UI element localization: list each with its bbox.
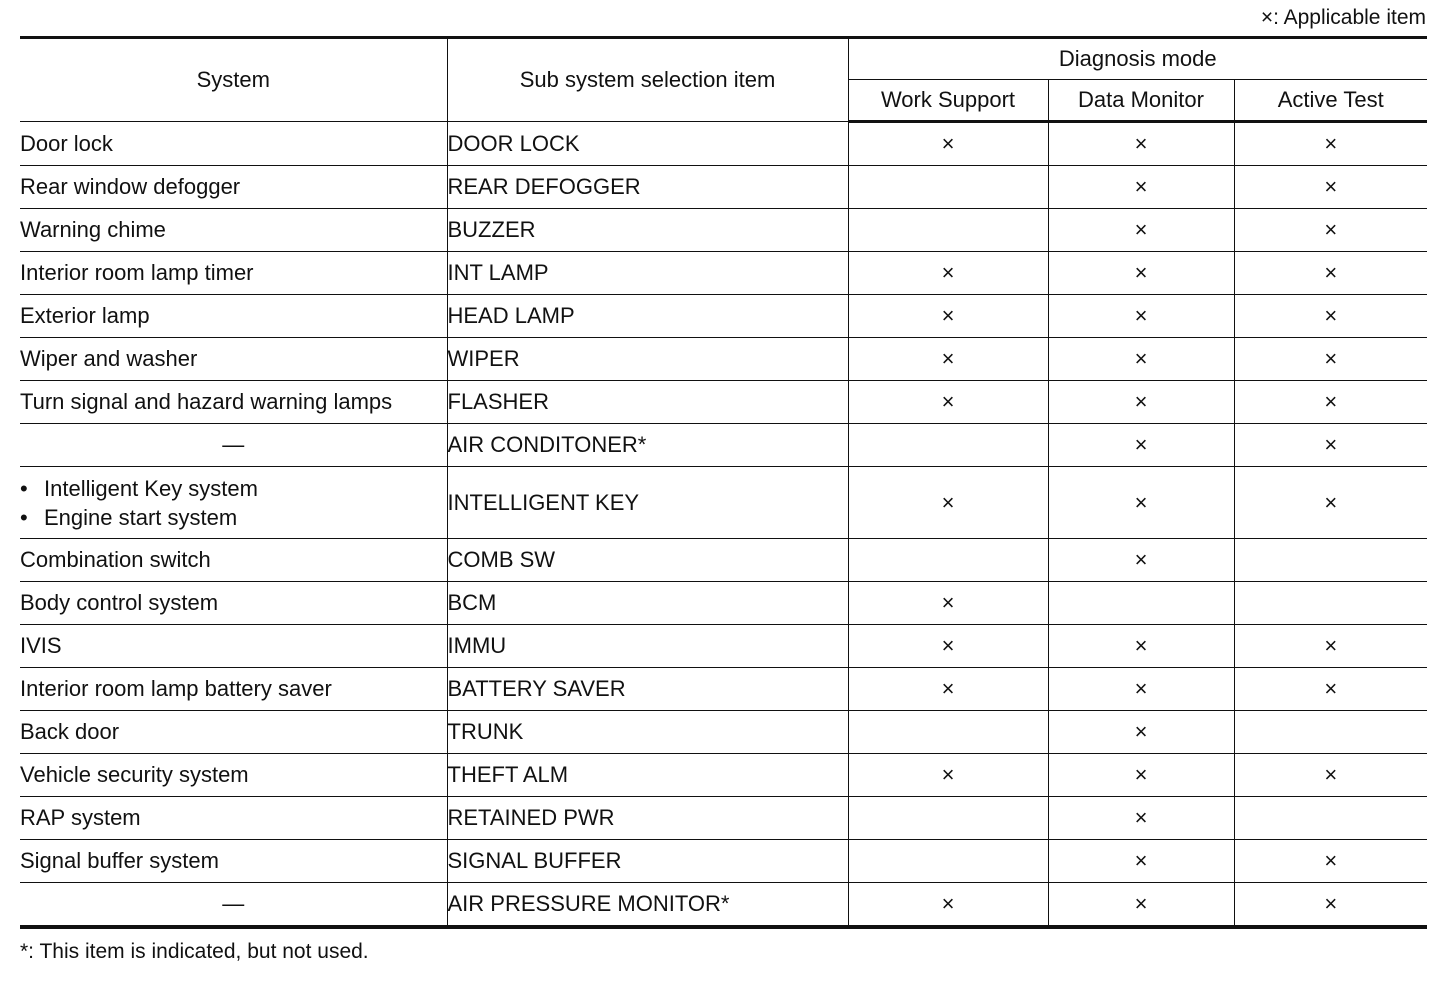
system-cell: Turn signal and hazard warning lamps [20,381,447,424]
active-test-cell [1234,668,1427,711]
data-monitor-cell [1048,625,1234,668]
active-test-cell [1234,122,1427,166]
header-sub-system: Sub system selection item [447,38,848,122]
system-bullet-item [20,503,447,532]
data-monitor-cell [1048,252,1234,295]
header-active-test: Active Test [1234,80,1427,122]
applicable-mark: × [1134,633,1148,658]
system-cell: Combination switch [20,539,447,582]
applicable-mark: × [941,303,955,328]
system-bullet-label: Intelligent Key system [44,475,258,501]
sub-system-cell: TRUNK [447,711,848,754]
active-test-cell [1234,424,1427,467]
system-cell: Wiper and washer [20,338,447,381]
diagnosis-table [20,36,1427,929]
header-work-support: Work Support [848,80,1048,122]
work-support-cell [848,424,1048,467]
data-monitor-cell [1048,209,1234,252]
applicable-mark: × [1324,432,1338,457]
applicable-mark: × [1134,719,1148,744]
applicable-mark: × [1134,389,1148,414]
applicable-mark: × [941,346,955,371]
applicable-mark: × [941,590,955,615]
work-support-cell [848,295,1048,338]
work-support-cell [848,539,1048,582]
work-support-cell [848,381,1048,424]
table-row [20,424,1427,467]
data-monitor-cell [1048,424,1234,467]
applicable-mark: × [1134,676,1148,701]
system-cell: Signal buffer system [20,840,447,883]
applicable-mark: × [941,633,955,658]
applicable-mark: × [1324,762,1338,787]
table-row [20,797,1427,840]
applicable-mark: × [1134,848,1148,873]
work-support-cell [848,883,1048,928]
work-support-cell [848,668,1048,711]
active-test-cell [1234,252,1427,295]
footnote: *: This item is indicated, but not used. [20,940,369,963]
active-test-cell [1234,209,1427,252]
data-monitor-cell [1048,582,1234,625]
data-monitor-cell [1048,754,1234,797]
active-test-cell [1234,625,1427,668]
system-cell: Warning chime [20,209,447,252]
applicable-mark: × [1134,217,1148,242]
applicable-mark: × [1324,346,1338,371]
table-row [20,582,1427,625]
work-support-cell [848,797,1048,840]
active-test-cell [1234,582,1427,625]
system-cell: Body control system [20,582,447,625]
system-bullet-item [20,474,447,503]
applicable-mark: × [1324,848,1338,873]
active-test-cell [1234,711,1427,754]
data-monitor-cell [1048,467,1234,539]
legend-note: ×: Applicable item [1260,6,1426,29]
sub-system-cell: COMB SW [447,539,848,582]
table-row [20,668,1427,711]
table-body [20,122,1427,928]
system-cell: Interior room lamp timer [20,252,447,295]
data-monitor-cell [1048,381,1234,424]
applicable-mark: × [1134,303,1148,328]
table-row [20,754,1427,797]
sub-system-cell: AIR PRESSURE MONITOR* [447,883,848,928]
table-row [20,166,1427,209]
active-test-cell [1234,381,1427,424]
applicable-mark: × [1134,891,1148,916]
applicable-mark: × [1134,260,1148,285]
table-row [20,338,1427,381]
applicable-mark: × [1134,432,1148,457]
applicable-mark: × [941,260,955,285]
active-test-cell [1234,840,1427,883]
table-row [20,625,1427,668]
active-test-cell [1234,539,1427,582]
system-cell: Interior room lamp battery saver [20,668,447,711]
work-support-cell [848,711,1048,754]
active-test-cell [1234,295,1427,338]
data-monitor-cell [1048,295,1234,338]
active-test-cell [1234,883,1427,928]
applicable-mark: × [1134,346,1148,371]
applicable-mark: × [1134,489,1148,515]
work-support-cell [848,166,1048,209]
header-data-monitor: Data Monitor [1048,80,1234,122]
system-cell: Rear window defogger [20,166,447,209]
applicable-mark: × [941,676,955,701]
applicable-mark: × [1134,805,1148,830]
header-system: System [20,38,447,122]
table-row [20,295,1427,338]
applicable-mark: × [1324,676,1338,701]
applicable-mark: × [941,131,955,156]
applicable-mark: × [941,762,955,787]
system-cell [20,467,447,539]
work-support-cell [848,840,1048,883]
applicable-mark: × [1324,303,1338,328]
work-support-cell [848,122,1048,166]
table-row [20,883,1427,928]
data-monitor-cell [1048,668,1234,711]
sub-system-cell: BUZZER [447,209,848,252]
data-monitor-cell [1048,122,1234,166]
sub-system-cell: BATTERY SAVER [447,668,848,711]
sub-system-cell: BCM [447,582,848,625]
applicable-mark: × [1324,217,1338,242]
sub-system-cell: FLASHER [447,381,848,424]
sub-system-cell: INTELLIGENT KEY [447,467,848,539]
work-support-cell [848,209,1048,252]
system-cell: Vehicle security system [20,754,447,797]
system-cell: RAP system [20,797,447,840]
data-monitor-cell [1048,797,1234,840]
active-test-cell [1234,467,1427,539]
applicable-mark: × [941,489,955,515]
sub-system-cell: DOOR LOCK [447,122,848,166]
applicable-mark: × [941,389,955,414]
work-support-cell [848,252,1048,295]
sub-system-cell: WIPER [447,338,848,381]
sub-system-cell: RETAINED PWR [447,797,848,840]
system-cell: Back door [20,711,447,754]
bullet-icon: • [20,504,28,530]
header-diagnosis-mode: Diagnosis mode [848,38,1427,80]
table-row [20,209,1427,252]
work-support-cell [848,754,1048,797]
bullet-icon: • [20,475,28,501]
table-row [20,252,1427,295]
active-test-cell [1234,797,1427,840]
table-row [20,122,1427,166]
applicable-mark: × [1324,260,1338,285]
data-monitor-cell [1048,840,1234,883]
sub-system-cell: INT LAMP [447,252,848,295]
system-cell: — [20,424,447,467]
data-monitor-cell [1048,883,1234,928]
data-monitor-cell [1048,711,1234,754]
applicable-mark: × [1134,174,1148,199]
applicable-mark: × [1324,489,1338,515]
applicable-mark: × [1324,389,1338,414]
active-test-cell [1234,338,1427,381]
applicable-mark: × [941,891,955,916]
system-cell: — [20,883,447,928]
table-row [20,539,1427,582]
data-monitor-cell [1048,539,1234,582]
system-cell: Exterior lamp [20,295,447,338]
work-support-cell [848,625,1048,668]
data-monitor-cell [1048,166,1234,209]
applicable-mark: × [1324,174,1338,199]
applicable-mark: × [1134,762,1148,787]
system-cell: IVIS [20,625,447,668]
sub-system-cell: SIGNAL BUFFER [447,840,848,883]
system-bullet-label: Engine start system [44,504,238,530]
sub-system-cell: IMMU [447,625,848,668]
applicable-mark: × [1324,891,1338,916]
sub-system-cell: AIR CONDITONER* [447,424,848,467]
applicable-mark: × [1324,633,1338,658]
applicable-mark: × [1134,131,1148,156]
active-test-cell [1234,754,1427,797]
sub-system-cell: HEAD LAMP [447,295,848,338]
table-row [20,840,1427,883]
applicable-mark: × [1324,131,1338,156]
table-row [20,467,1427,539]
system-cell: Door lock [20,122,447,166]
applicable-mark: × [1134,547,1148,572]
work-support-cell [848,338,1048,381]
work-support-cell [848,582,1048,625]
active-test-cell [1234,166,1427,209]
table-row [20,711,1427,754]
table-row [20,381,1427,424]
sub-system-cell: REAR DEFOGGER [447,166,848,209]
work-support-cell [848,467,1048,539]
sub-system-cell: THEFT ALM [447,754,848,797]
data-monitor-cell [1048,338,1234,381]
